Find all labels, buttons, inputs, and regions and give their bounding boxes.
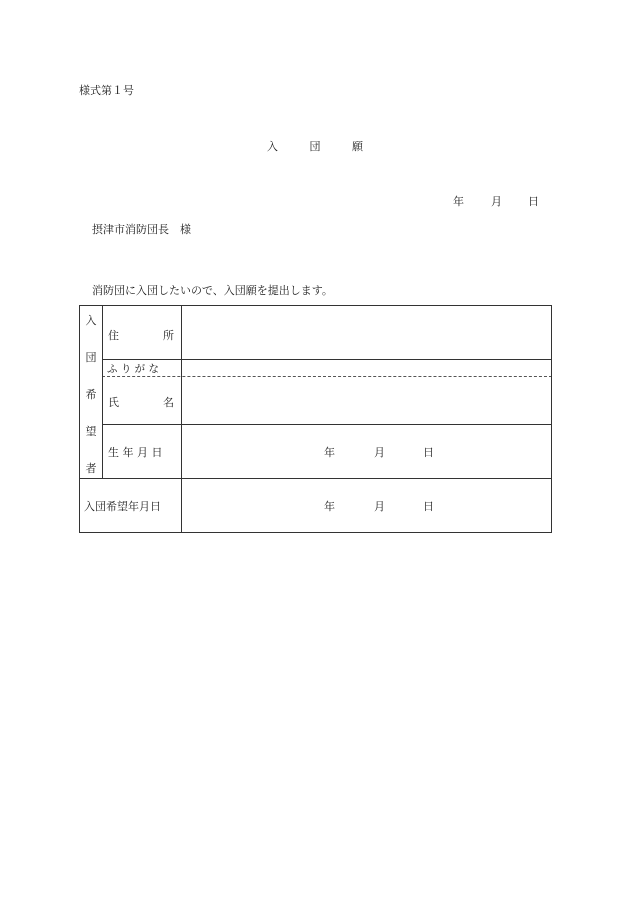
table-line	[79, 478, 552, 479]
furigana-label: ふ り が な	[107, 363, 160, 375]
furigana-dashed-line	[102, 376, 552, 377]
address-label: 所	[163, 329, 174, 342]
applicant-label-char: 者	[85, 462, 97, 475]
join-year-label: 年	[324, 500, 335, 513]
date-month-label: 月	[491, 195, 502, 208]
birth-year-label: 年	[324, 446, 335, 459]
document-title	[0, 138, 630, 154]
birth-day-label: 日	[423, 446, 434, 459]
table-line	[102, 305, 103, 478]
table-border-top	[79, 305, 552, 306]
join-day-label: 日	[423, 500, 434, 513]
intro-text: 消防団に入団したいので、入団願を提出します。	[92, 284, 333, 297]
join-date-label: 入団希望年月日	[84, 500, 161, 513]
table-border-right	[551, 305, 552, 533]
birth-date-label: 生 年 月 日	[108, 446, 163, 459]
name-label: 氏	[108, 396, 119, 409]
applicant-label-char: 希	[85, 388, 97, 401]
name-label: 名	[163, 396, 174, 409]
birth-month-label: 月	[374, 446, 385, 459]
date-year-label: 年	[453, 195, 464, 208]
title-char: 入	[267, 140, 278, 153]
addressee: 摂津市消防団長 様	[92, 223, 191, 236]
table-line	[102, 424, 552, 425]
table-line	[102, 359, 552, 360]
title-char: 団	[309, 140, 321, 153]
join-month-label: 月	[374, 500, 385, 513]
title-char: 願	[352, 140, 363, 153]
applicant-label-char: 入	[85, 314, 97, 327]
table-border-left	[79, 305, 80, 533]
address-label: 住	[108, 329, 119, 342]
table-border-bottom	[79, 532, 552, 533]
table-line	[181, 305, 182, 533]
form-number: 様式第１号	[79, 84, 134, 97]
date-day-label: 日	[528, 195, 539, 208]
applicant-label-char: 団	[85, 351, 97, 364]
applicant-label-char: 望	[85, 425, 97, 438]
